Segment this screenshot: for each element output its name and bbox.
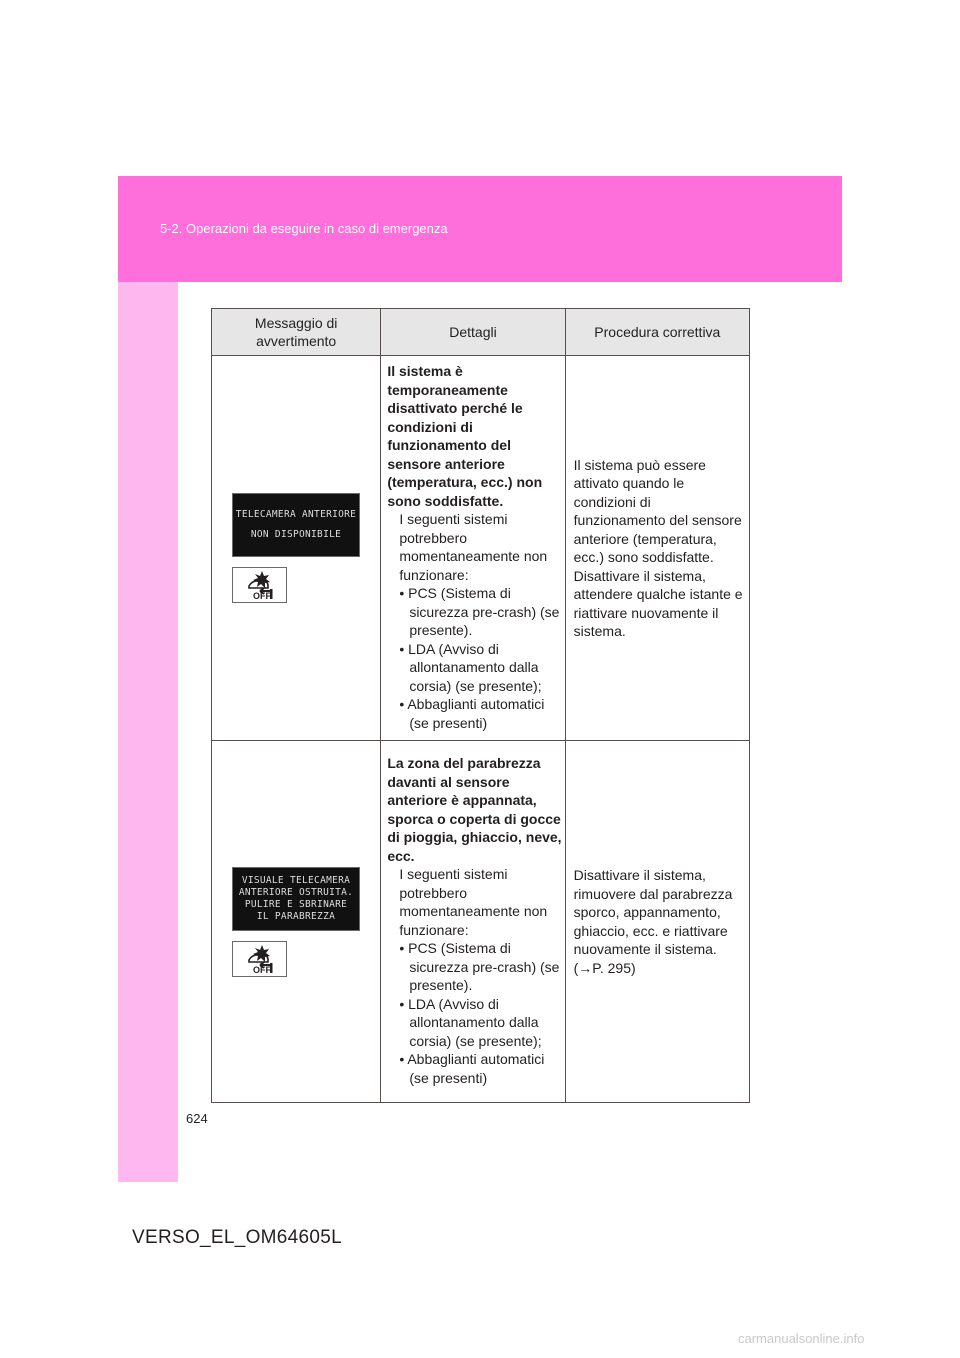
details-bullet: • Abbaglianti automatici (se presenti) (399, 696, 545, 731)
side-margin-band (118, 282, 178, 1182)
warning-table (211, 308, 750, 1103)
procedure-cell: Il sistema può essere attivato quando le condizioni di funzionamento del sensore anteriore (temperatura, ecc.) sono soddisfatte. Disattivare il sistema, attendere qualche istante e riattivare nuovamente il sistema. (565, 356, 749, 741)
details-bullet: • PCS (Sistema di sicurezza pre-crash) (se presente). (399, 585, 560, 638)
pre-crash-off-icon (232, 567, 287, 603)
document-code: VERSO_EL_OM64605L (132, 1227, 342, 1248)
table-row (212, 741, 750, 1103)
details-heading: Il sistema è temporaneamente disattivato perché le condizioni di funzionamento del sensore anteriore (temperatura, ecc.) non sono soddisfatte. (387, 363, 543, 509)
display-line: PULIRE E SBRINARE (244, 898, 348, 910)
warning-message-cell (212, 741, 381, 1103)
off-label: OFF (253, 964, 271, 975)
details-bullet: • PCS (Sistema di sicurezza pre-crash) (se presente). (399, 940, 560, 993)
details-bullet: • LDA (Avviso di allontanamento dalla corsia) (se presente); (399, 640, 542, 694)
display-message-camera-unavailable (232, 493, 360, 557)
column-header-details: Dettagli (381, 309, 565, 356)
display-line: TELECAMERA ANTERIORE (235, 508, 357, 520)
display-message-camera-obstructed (232, 867, 360, 931)
details-bullet: • LDA (Avviso di allontanamento dalla corsia) (se presente); (399, 995, 542, 1049)
section-title: 5-2. Operazioni da eseguire in caso di emergenza (160, 221, 448, 236)
display-line: VISUALE TELECAMERA (241, 874, 351, 886)
display-line: ANTERIORE OSTRUITA. (238, 886, 354, 898)
details-cell (381, 741, 565, 1103)
display-line: IL PARABREZZA (256, 910, 336, 922)
column-header-message: Messaggio di avvertimento (212, 309, 381, 356)
details-cell (381, 356, 565, 741)
warning-message-cell (212, 356, 381, 741)
off-label: OFF (253, 591, 271, 601)
column-header-procedure: Procedura correttiva (565, 309, 749, 356)
details-heading: La zona del parabrezza davanti al sensore anteriore è appannata, sporca o coperta di gocce di pioggia, ghiaccio, neve, ecc. (387, 755, 562, 864)
page-number: 624 (186, 1111, 208, 1126)
details-bullet: • Abbaglianti automatici (se presenti) (399, 1051, 545, 1086)
procedure-cell: Disattivare il sistema, rimuovere dal parabrezza sporco, appannamento, ghiaccio, ecc. e riattivare nuovamente il sistema. (→P. 295) (565, 741, 749, 1103)
details-intro: I seguenti sistemi potrebbero momentaneamente non funzionare: (399, 866, 548, 938)
watermark: carmanualsonline.info (738, 1331, 865, 1346)
pre-crash-off-icon (232, 941, 287, 977)
details-intro: I seguenti sistemi potrebbero momentaneamente non funzionare: (399, 511, 548, 583)
table-row (212, 356, 750, 741)
display-line: NON DISPONIBILE (250, 529, 342, 541)
table-header-row (212, 309, 750, 356)
